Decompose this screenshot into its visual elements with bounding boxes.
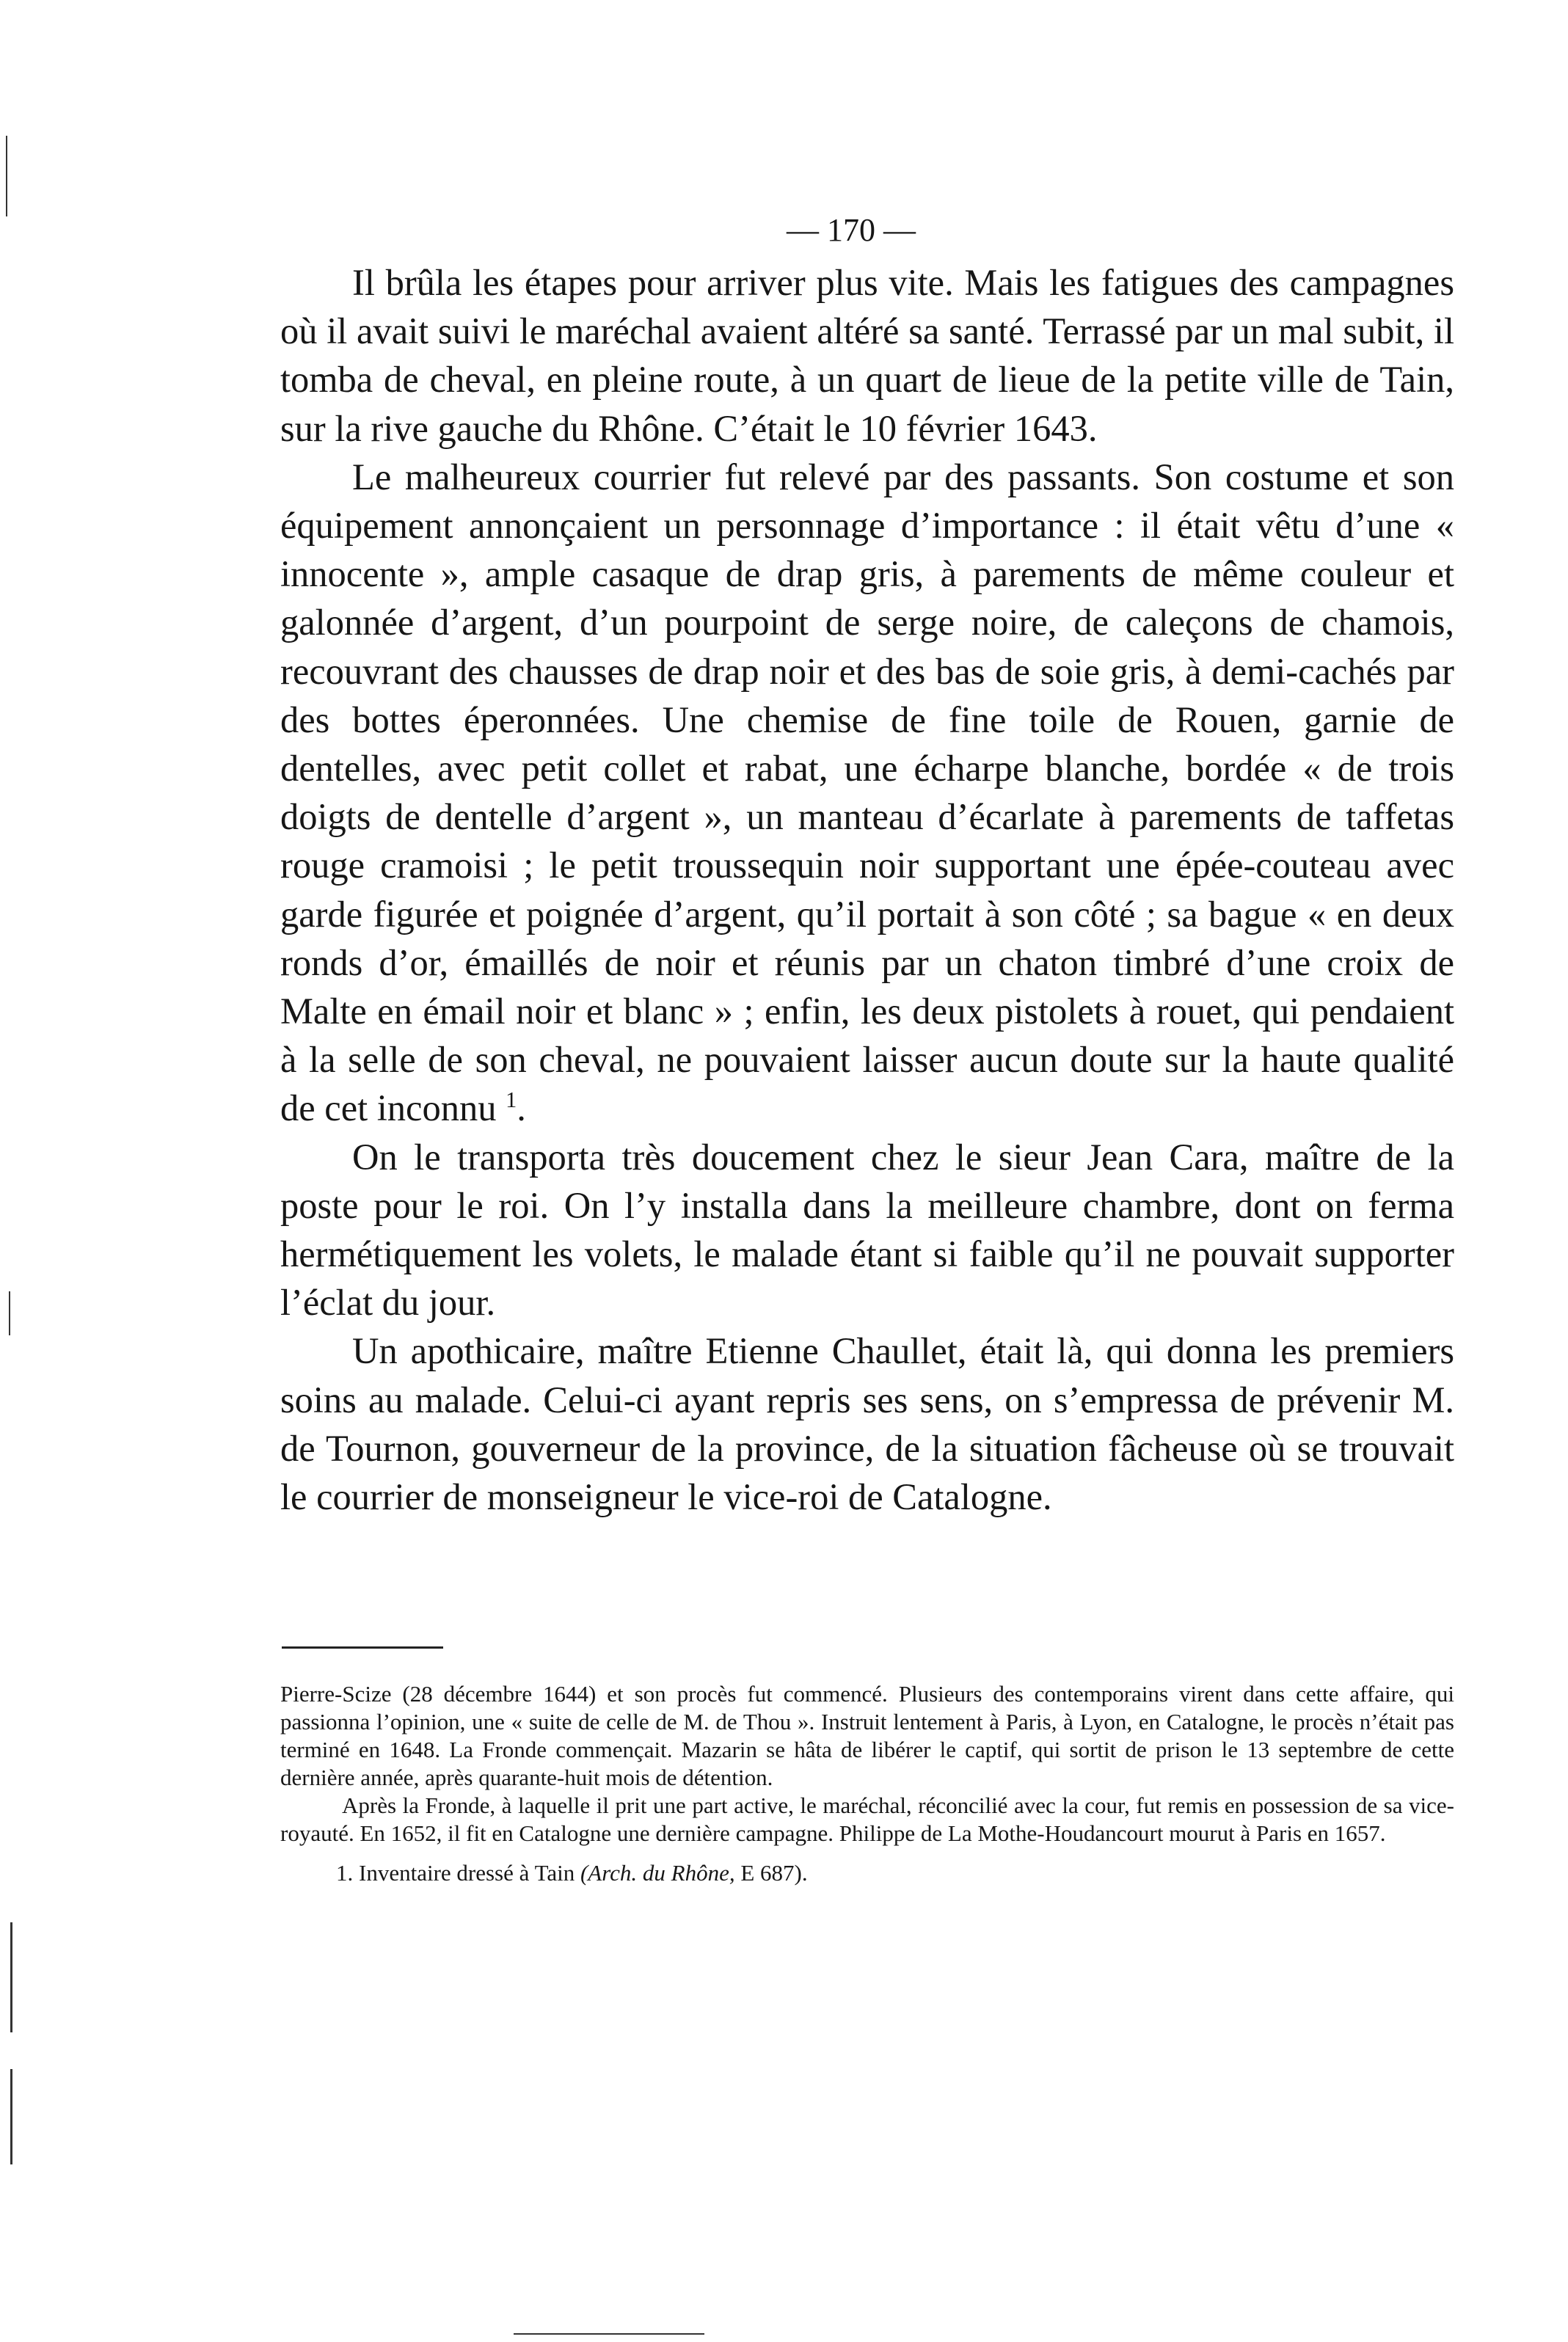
footnote-marker: 1. [336, 1860, 354, 1886]
scan-edge-mark [10, 1922, 12, 2032]
footnote-continued: Pierre-Scize (28 décembre 1644) et son procès fut commencé. Plusieurs des contemporains virent dans cette affaire, qui passionna l’opinion, une « suite de celle de M. de Thou ». Instruit lentement à Paris, à Lyon, en Catalogne, le procès n’était pas terminé en 1648. La Fronde commençait. Mazarin se hâta de libérer le captif, qui sortit de prison le 13 septembre de cette dernière année, après quarante-huit mois de détention. [280, 1681, 1454, 1790]
scan-edge-mark [514, 2333, 704, 2335]
main-text [280, 258, 1454, 1521]
paragraph: Il brûla les étapes pour arriver plus vite. Mais les fatigues des campagnes où il avait suivi le maréchal avaient altéré sa santé. Terrassé par un mal subit, il tomba de cheval, en pleine route, à un quart de lieue de la petite ville de Tain, sur la rive gauche du Rhône. C’était le 10 février 1643. [280, 262, 1454, 449]
paragraph-end: . [517, 1087, 526, 1129]
paragraph [280, 453, 1454, 1133]
footnote-source: (Arch. du Rhône, [580, 1860, 735, 1886]
scan-edge-mark [10, 2069, 12, 2164]
footnote-reference: 1 [506, 1087, 517, 1113]
footnote-source-ref: E 687). [740, 1860, 808, 1886]
footnote-continued: Après la Fronde, à laquelle il prit une part active, le maréchal, réconcilié avec la cour, fut remis en possession de sa vice-royauté. En 1652, il fit en Catalogne une dernière campagne. Philippe de La Mothe-Houdancourt mourut à Paris en 1657. [280, 1792, 1454, 1846]
footnote-text: Inventaire dressé à Tain [359, 1860, 575, 1886]
footnote-separator [282, 1646, 443, 1649]
paragraph-text: Le malheureux courrier fut relevé par des passants. Son costume et son équipement annonçaient un personnage d’importance : il était vêtu d’une « innocente », ample casaque de drap gris, à parements de même couleur et galonnée d’argent, d’un pourpoint de serge noire, de caleçons de chamois, recouvrant des chausses de drap noir et des bas de soie gris, à demi-cachés par des bottes éperonnées. Une chemise de fine toile de Rouen, garnie de dentelles, avec petit collet et rabat, une écharpe blanche, bordée « de trois doigts de dentelle d’argent », un manteau d’écarlate à parements de taffetas rouge cramoisi ; le petit troussequin noir supportant une épée-couteau avec garde figurée et poignée d’argent, qu’il portait à son côté ; sa bague « en deux ronds d’or, émaillés de noir et réunis par un chaton timbré d’une croix de Malte en émail noir et blanc » ; enfin, les deux pistolets à rouet, qui pendaient à la selle de son cheval, ne pouvaient laisser aucun doute sur la haute qualité de cet inconnu [280, 456, 1454, 1129]
page-number: — 170 — [787, 212, 916, 248]
paragraph: On le transporta très doucement chez le sieur Jean Cara, maître de la poste pour le roi. On l’y installa dans la meilleure chambre, dont on ferma hermétiquement les volets, le malade étant si faible qu’il ne pouvait supporter l’éclat du jour. [280, 1136, 1454, 1324]
footnotes [280, 1680, 1454, 1887]
scan-edge-mark [6, 136, 7, 216]
paragraph: Un apothicaire, maître Etienne Chaullet, était là, qui donna les premiers soins au malade. Celui-ci ayant repris ses sens, on s’empressa de prévenir M. de Tournon, gouverneur de la province, de la situation fâcheuse où se trouvait le courrier de monseigneur le vice-roi de Catalogne. [280, 1330, 1454, 1518]
scan-edge-mark [9, 1291, 10, 1335]
footnote-1 [280, 1859, 1454, 1887]
